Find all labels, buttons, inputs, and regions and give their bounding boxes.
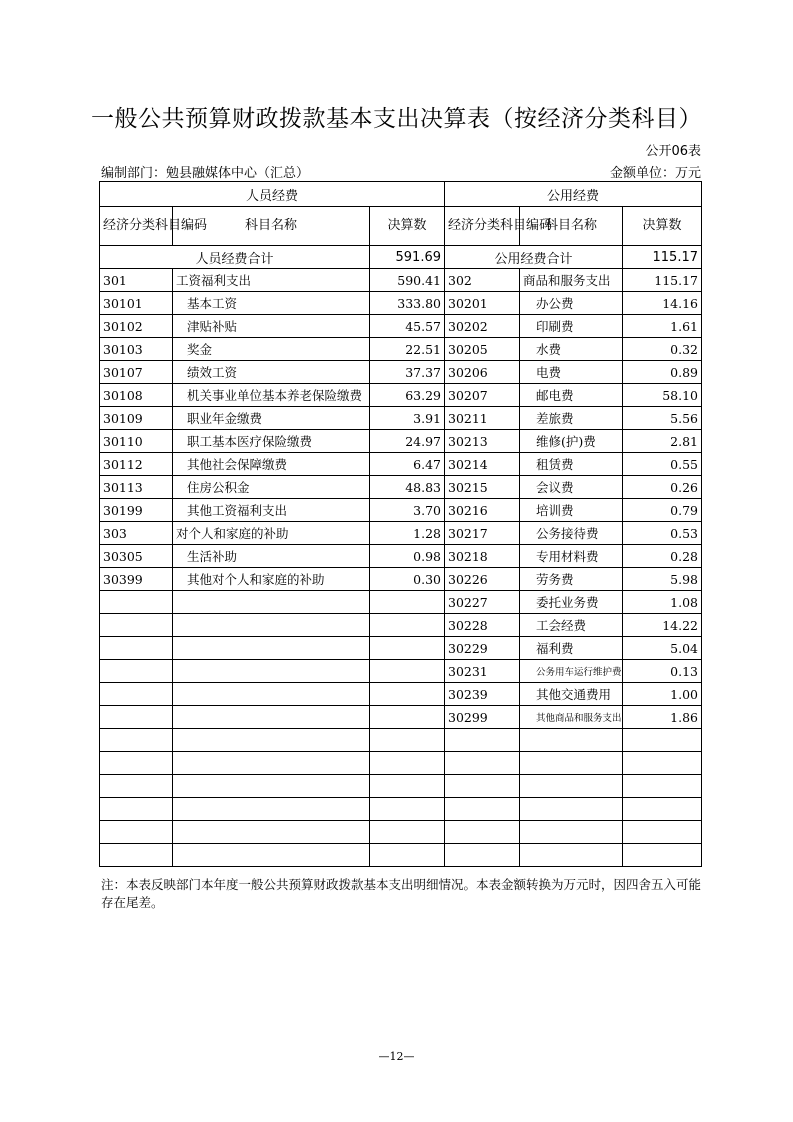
left-amount-cell [370, 798, 445, 821]
table-row [100, 844, 702, 867]
left-code-cell [100, 752, 173, 775]
right-code-cell: 30206 [445, 361, 520, 384]
right-name-cell [520, 729, 623, 752]
left-code-cell: 30112 [100, 453, 173, 476]
right-code-cell [445, 752, 520, 775]
left-code-cell: 30108 [100, 384, 173, 407]
left-name-cell: 其他对个人和家庭的补助 [173, 568, 370, 591]
amount-unit: 金额单位：万元 [609, 166, 701, 181]
left-code-cell: 30102 [100, 315, 173, 338]
right-amount-cell: 0.79 [623, 499, 702, 522]
left-name-cell: 机关事业单位基本养老保险缴费 [173, 384, 370, 407]
right-name-cell: 其他商品和服务支出 [520, 706, 623, 729]
right-amount-cell [623, 844, 702, 867]
left-code-cell [100, 821, 173, 844]
table-row [100, 821, 702, 844]
table-row [100, 706, 702, 729]
right-amount-cell [623, 775, 702, 798]
right-name-cell: 公务接待费 [520, 522, 623, 545]
col-name-right: 科目名称 [520, 207, 623, 246]
left-name-cell: 其他工资福利支出 [173, 499, 370, 522]
left-amount-cell [370, 844, 445, 867]
personnel-header: 人员经费 [100, 182, 445, 207]
table-row [100, 499, 702, 522]
left-name-cell: 绩效工资 [173, 361, 370, 384]
right-code-cell: 30217 [445, 522, 520, 545]
left-name-cell [173, 798, 370, 821]
left-amount-cell: 22.51 [370, 338, 445, 361]
compiling-department: 编制部门：勉县融媒体中心（汇总） [101, 166, 310, 181]
left-name-cell [173, 637, 370, 660]
right-amount-cell: 14.22 [623, 614, 702, 637]
table-row [100, 545, 702, 568]
right-code-cell: 30205 [445, 338, 520, 361]
left-code-cell: 303 [100, 522, 173, 545]
right-code-cell: 30207 [445, 384, 520, 407]
right-name-cell [520, 844, 623, 867]
left-amount-cell [370, 660, 445, 683]
right-amount-cell: 5.56 [623, 407, 702, 430]
left-code-cell: 30199 [100, 499, 173, 522]
left-amount-cell: 0.30 [370, 568, 445, 591]
right-code-cell [445, 729, 520, 752]
right-code-cell: 30229 [445, 637, 520, 660]
right-code-cell: 30226 [445, 568, 520, 591]
table-row [100, 315, 702, 338]
left-code-cell: 30101 [100, 292, 173, 315]
col-name-left: 科目名称 [173, 207, 370, 246]
left-name-cell: 基本工资 [173, 292, 370, 315]
right-amount-cell: 1.61 [623, 315, 702, 338]
left-code-cell [100, 798, 173, 821]
table-row [100, 476, 702, 499]
right-code-cell: 30231 [445, 660, 520, 683]
table-row [100, 522, 702, 545]
left-name-cell: 职业年金缴费 [173, 407, 370, 430]
left-code-cell: 30103 [100, 338, 173, 361]
left-code-cell [100, 729, 173, 752]
right-code-cell: 30228 [445, 614, 520, 637]
table-row [100, 430, 702, 453]
right-code-cell: 30211 [445, 407, 520, 430]
left-amount-cell: 37.37 [370, 361, 445, 384]
right-amount-cell: 2.81 [623, 430, 702, 453]
left-amount-cell: 3.91 [370, 407, 445, 430]
left-name-cell: 津贴补贴 [173, 315, 370, 338]
page-number: —12— [378, 1050, 415, 1063]
right-code-cell [445, 798, 520, 821]
right-name-cell: 商品和服务支出 [520, 269, 623, 292]
left-name-cell: 奖金 [173, 338, 370, 361]
right-name-cell: 电费 [520, 361, 623, 384]
left-amount-cell [370, 706, 445, 729]
right-name-cell: 办公费 [520, 292, 623, 315]
right-amount-cell: 5.98 [623, 568, 702, 591]
left-name-cell [173, 683, 370, 706]
table-row [100, 729, 702, 752]
right-amount-cell: 0.26 [623, 476, 702, 499]
table-row [100, 338, 702, 361]
left-name-cell: 生活补助 [173, 545, 370, 568]
table-row [100, 407, 702, 430]
table-row [100, 660, 702, 683]
right-name-cell: 水费 [520, 338, 623, 361]
col-code-right: 经济分类科目编码 [445, 207, 520, 246]
right-amount-cell: 58.10 [623, 384, 702, 407]
left-name-cell: 其他社会保障缴费 [173, 453, 370, 476]
right-amount-cell: 0.53 [623, 522, 702, 545]
table-row [100, 384, 702, 407]
left-amount-cell: 24.97 [370, 430, 445, 453]
table-row [100, 683, 702, 706]
left-code-cell [100, 660, 173, 683]
right-amount-cell: 0.13 [623, 660, 702, 683]
table-column-header [100, 207, 702, 246]
right-code-cell: 30227 [445, 591, 520, 614]
left-code-cell [100, 591, 173, 614]
right-amount-cell: 14.16 [623, 292, 702, 315]
right-name-cell: 印刷费 [520, 315, 623, 338]
left-code-cell [100, 844, 173, 867]
left-code-cell [100, 706, 173, 729]
left-code-cell [100, 614, 173, 637]
right-name-cell [520, 821, 623, 844]
right-name-cell: 专用材料费 [520, 545, 623, 568]
right-name-cell: 培训费 [520, 499, 623, 522]
personnel-total-value: 591.69 [370, 246, 445, 269]
right-name-cell [520, 775, 623, 798]
left-name-cell: 对个人和家庭的补助 [173, 522, 370, 545]
right-name-cell: 其他交通费用 [520, 683, 623, 706]
right-code-cell: 30213 [445, 430, 520, 453]
left-code-cell [100, 775, 173, 798]
left-amount-cell: 6.47 [370, 453, 445, 476]
left-code-cell: 30107 [100, 361, 173, 384]
right-code-cell: 30215 [445, 476, 520, 499]
right-code-cell [445, 775, 520, 798]
right-name-cell: 会议费 [520, 476, 623, 499]
left-amount-cell: 333.80 [370, 292, 445, 315]
right-code-cell: 30239 [445, 683, 520, 706]
left-amount-cell [370, 683, 445, 706]
table-row [100, 775, 702, 798]
left-amount-cell: 45.57 [370, 315, 445, 338]
left-amount-cell: 3.70 [370, 499, 445, 522]
right-amount-cell: 5.04 [623, 637, 702, 660]
left-amount-cell [370, 752, 445, 775]
table-row [100, 269, 702, 292]
left-code-cell: 30113 [100, 476, 173, 499]
left-name-cell [173, 729, 370, 752]
left-name-cell: 职工基本医疗保险缴费 [173, 430, 370, 453]
right-code-cell: 30218 [445, 545, 520, 568]
right-name-cell: 租赁费 [520, 453, 623, 476]
right-amount-cell: 1.08 [623, 591, 702, 614]
right-code-cell: 30202 [445, 315, 520, 338]
left-code-cell: 30305 [100, 545, 173, 568]
left-amount-cell [370, 821, 445, 844]
left-code-cell: 30110 [100, 430, 173, 453]
left-amount-cell [370, 775, 445, 798]
right-name-cell: 委托业务费 [520, 591, 623, 614]
col-amount-right: 决算数 [623, 207, 702, 246]
personnel-total-label: 人员经费合计 [100, 246, 370, 269]
col-amount-left: 决算数 [370, 207, 445, 246]
left-name-cell [173, 614, 370, 637]
left-amount-cell [370, 637, 445, 660]
left-code-cell [100, 683, 173, 706]
right-amount-cell [623, 798, 702, 821]
table-note: 注：本表反映部门本年度一般公共预算财政拨款基本支出明细情况。本表金额转换为万元时，因四舍五入可能存在尾差。 [101, 877, 702, 910]
left-name-cell [173, 660, 370, 683]
left-name-cell [173, 706, 370, 729]
table-row [100, 637, 702, 660]
table-row [100, 798, 702, 821]
left-name-cell [173, 821, 370, 844]
left-name-cell [173, 752, 370, 775]
right-name-cell: 差旅费 [520, 407, 623, 430]
left-amount-cell [370, 729, 445, 752]
left-name-cell [173, 591, 370, 614]
left-code-cell: 30399 [100, 568, 173, 591]
left-code-cell: 301 [100, 269, 173, 292]
left-code-cell [100, 637, 173, 660]
left-code-cell: 30109 [100, 407, 173, 430]
left-amount-cell: 0.98 [370, 545, 445, 568]
left-name-cell: 工资福利支出 [173, 269, 370, 292]
public-total-value: 115.17 [623, 246, 702, 269]
table-row [100, 752, 702, 775]
form-code: 公开06表 [645, 144, 701, 159]
right-name-cell: 邮电费 [520, 384, 623, 407]
right-amount-cell: 0.28 [623, 545, 702, 568]
table-row [100, 453, 702, 476]
left-amount-cell: 1.28 [370, 522, 445, 545]
right-name-cell: 维修(护)费 [520, 430, 623, 453]
right-code-cell: 30214 [445, 453, 520, 476]
right-amount-cell: 0.89 [623, 361, 702, 384]
right-name-cell [520, 798, 623, 821]
right-code-cell: 30201 [445, 292, 520, 315]
table-row [100, 614, 702, 637]
left-amount-cell [370, 591, 445, 614]
table-group-header [100, 182, 702, 207]
table-row [100, 591, 702, 614]
right-amount-cell [623, 752, 702, 775]
table-row [100, 292, 702, 315]
public-total-label: 公用经费合计 [445, 246, 623, 269]
right-amount-cell [623, 729, 702, 752]
table-row [100, 568, 702, 591]
left-name-cell [173, 775, 370, 798]
right-amount-cell: 115.17 [623, 269, 702, 292]
right-amount-cell [623, 821, 702, 844]
right-code-cell: 30299 [445, 706, 520, 729]
public-header: 公用经费 [445, 182, 702, 207]
right-code-cell: 302 [445, 269, 520, 292]
left-name-cell [173, 844, 370, 867]
right-amount-cell: 1.00 [623, 683, 702, 706]
right-code-cell [445, 821, 520, 844]
right-amount-cell: 0.32 [623, 338, 702, 361]
right-name-cell: 工会经费 [520, 614, 623, 637]
right-amount-cell: 0.55 [623, 453, 702, 476]
expenditure-table [99, 181, 702, 867]
right-name-cell: 公务用车运行维护费 [520, 660, 623, 683]
right-name-cell: 劳务费 [520, 568, 623, 591]
right-code-cell [445, 844, 520, 867]
col-code-left: 经济分类科目编码 [100, 207, 173, 246]
right-name-cell: 福利费 [520, 637, 623, 660]
right-amount-cell: 1.86 [623, 706, 702, 729]
left-amount-cell: 48.83 [370, 476, 445, 499]
table-row [100, 361, 702, 384]
page-title: 一般公共预算财政拨款基本支出决算表（按经济分类科目） [91, 106, 702, 132]
left-name-cell: 住房公积金 [173, 476, 370, 499]
right-code-cell: 30216 [445, 499, 520, 522]
left-amount-cell: 590.41 [370, 269, 445, 292]
left-amount-cell [370, 614, 445, 637]
left-amount-cell: 63.29 [370, 384, 445, 407]
right-name-cell [520, 752, 623, 775]
totals-row [100, 246, 702, 269]
